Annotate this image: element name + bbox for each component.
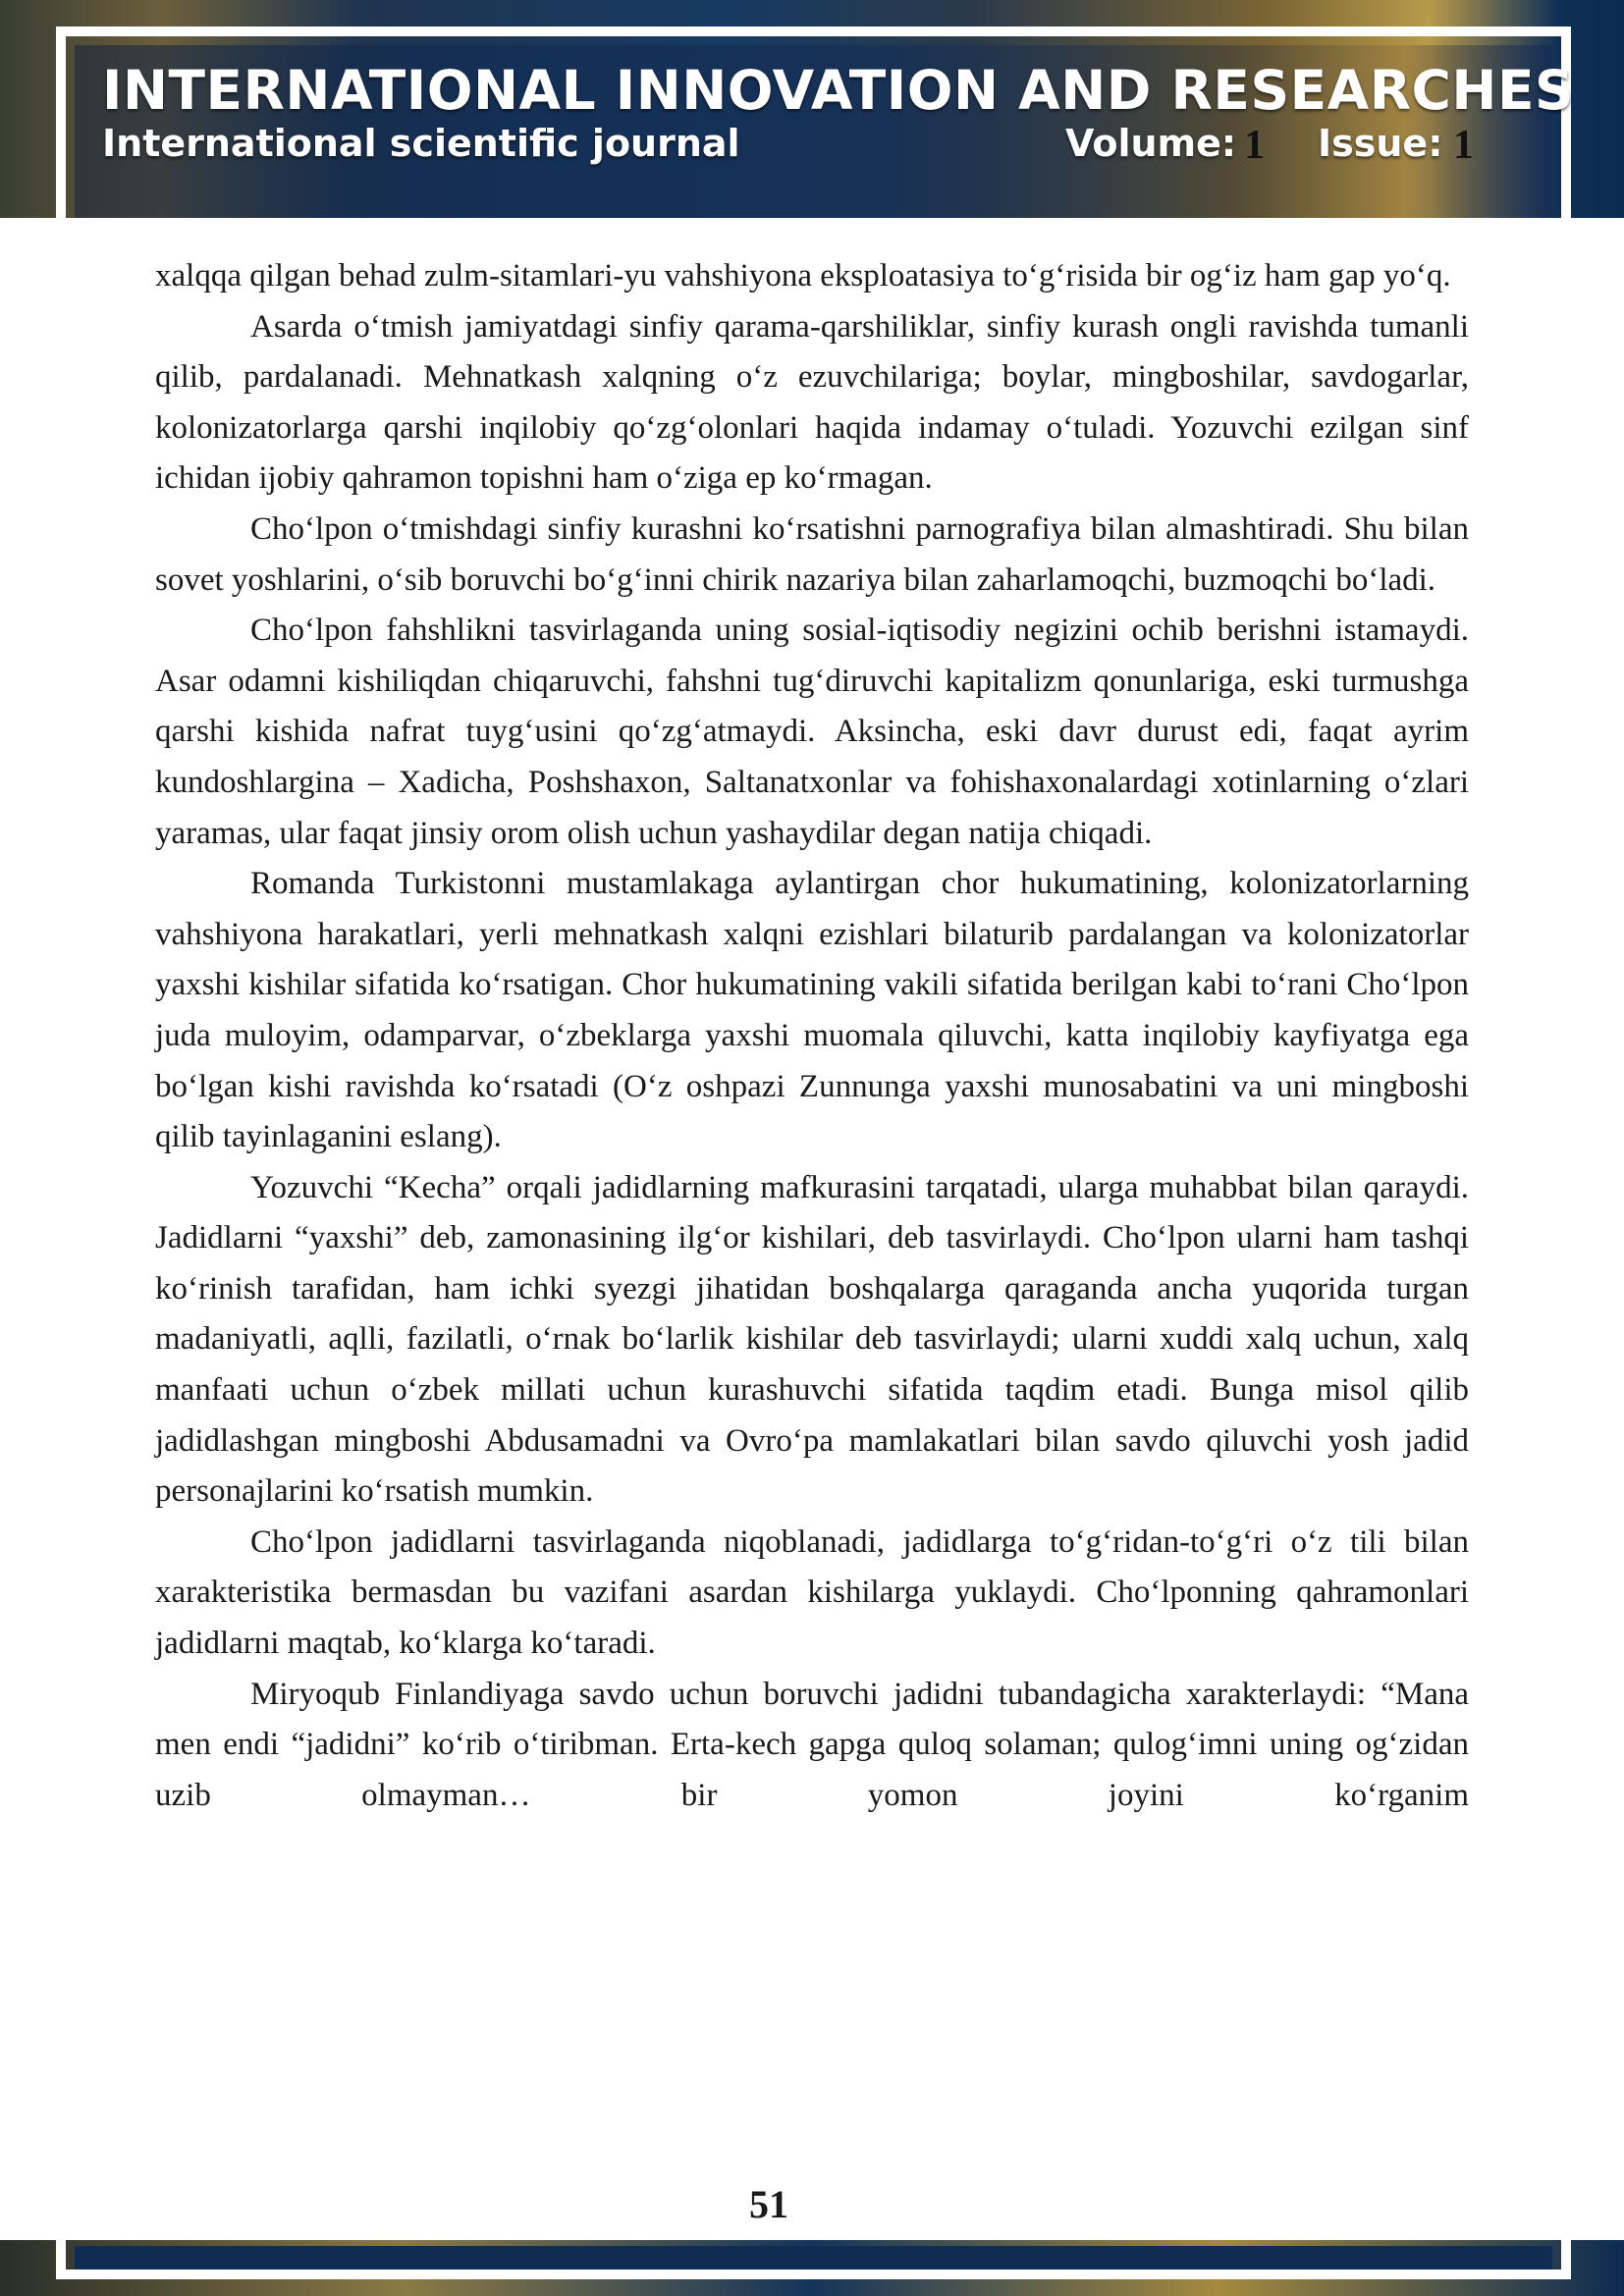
issue-number: 1 <box>1453 123 1474 168</box>
paragraph: Asarda o‘tmish jamiyatdagi sinfiy qarama-qarshiliklar, sinfiy kurash ongli ravishda tumanli qilib, pardalanadi. Mehnatkash xalqning o‘z ezuvchilariga; boylar, mingboshilar, savdogarlar, kolonizatorlarga qarshi inqilobiy qo‘zg‘olonlari haqida indamay o‘tuladi. Yozuvchi ezilgan sinf ichidan ijobiy qahramon topishni ham o‘ziga ep ko‘rmagan. <box>155 308 1469 497</box>
paragraph: Cho‘lpon o‘tmishdagi sinfiy kurashni ko‘rsatishni parnografiya bilan almashtiradi. Shu bilan sovet yoshlarini, o‘sib boruvchi bo‘g‘inni chirik nazariya bilan zaharlamoqchi, buzmoqchi bo‘ladi. <box>155 510 1469 598</box>
paragraph: Cho‘lpon fahshlikni tasvirlaganda uning sosial-iqtisodiy negizini ochib berishni istamaydi. Asar odamni kishiliqdan chiqaruvchi, fahshni tug‘diruvchi kapitalizm qonunlariga, eski turmushga qarshi kishida nafrat tuyg‘usini qo‘zg‘atmaydi. Aksincha, eski davr durust edi, faqat ayrim kundoshlargina – Xadicha, Poshshaxon, Saltanatxonlar va fohishaxonalardagi xotinlarning o‘zlari yaramas, ular faqat jinsiy orom olish uchun yashaydilar degan natija chiqadi. <box>155 613 1469 851</box>
article-body <box>155 251 1469 1821</box>
page-number: 51 <box>749 2182 788 2226</box>
volume-label: Volume: <box>1065 122 1237 165</box>
paragraph: Yozuvchi “Kecha” orqali jadidlarning mafkurasini tarqatadi, ularga muhabbat bilan qaraydi. Jadidlarni “yaxshi” deb, zamonasining ilg‘or kishilari, deb tasvirlaydi. Cho‘lpon ularni ham tashqi ko‘rinish tarafidan, ham ichki syezgi jihatidan boshqalarga qaraganda ancha yuqorida turgan madaniyatli, aqlli, fazilatli, o‘rnak bo‘larlik kishilar deb tasvirlaydi; ularni xuddi xalq uchun, xalq manfaati uchun o‘zbek millati uchun kurashuvchi sifatida taqdim etadi. Bunga misol qilib jadidlashgan mingboshi Abdusamadni va Ovro‘pa mamlakatlari bilan savdo qiluvchi yosh jadid personajlarini ko‘rsatish mumkin. <box>155 1169 1469 1510</box>
paragraph: Miryoqub Finlandiyaga savdo uchun boruvchi jadidni tubandagicha xarakterlaydi: “Mana men endi “jadidni” ko‘rib o‘tiribman. Erta-kech gapga quloq solaman; qulog‘imni uning og‘zidan uzib olmayman… bir yomon joyini ko‘rganim <box>155 1676 1469 1813</box>
volume-number: 1 <box>1244 123 1265 168</box>
footer-banner <box>75 2246 1552 2269</box>
journal-title: INTERNATIONAL INNOVATION AND RESEARCHES <box>102 59 1575 122</box>
issue-label: Issue: <box>1318 122 1443 165</box>
paragraph: Romanda Turkistonni mustamlakaga aylantirgan chor hukumatining, kolonizatorlarning vahshiyona harakatlari, yerli mehnatkash xalqni ezishlari bilaturib pardalangan va kolonizatorlar yaxshi kishilar sifatida ko‘rsatigan. Chor hukumatining vakili sifatida berilgan kabi to‘rani Cho‘lpon juda muloyim, odamparvar, o‘zbeklarga yaxshi muomala qiluvchi, katta inqilobiy kayfiyatga ega bo‘lgan kishi ravishda ko‘rsatadi (O‘z oshpazi Zunnunga yaxshi munosabatini va uni mingboshi qilib tayinlaganini eslang). <box>155 866 1469 1155</box>
journal-subtitle: International scientific journal <box>102 122 740 165</box>
paragraph: Cho‘lpon jadidlarni tasvirlaganda niqoblanadi, jadidlarga to‘g‘ridan-to‘g‘ri o‘z tili bilan xarakteristika bermasdan bu vazifani asardan kishilarga yuklaydi. Cho‘lponning qahramonlari jadidlarni maqtab, ko‘klarga ko‘taradi. <box>155 1523 1469 1662</box>
paragraph: xalqqa qilgan behad zulm-sitamlari-yu vahshiyona eksploatasiya to‘g‘risida bir og‘iz ham gap yo‘q. <box>155 258 1451 294</box>
